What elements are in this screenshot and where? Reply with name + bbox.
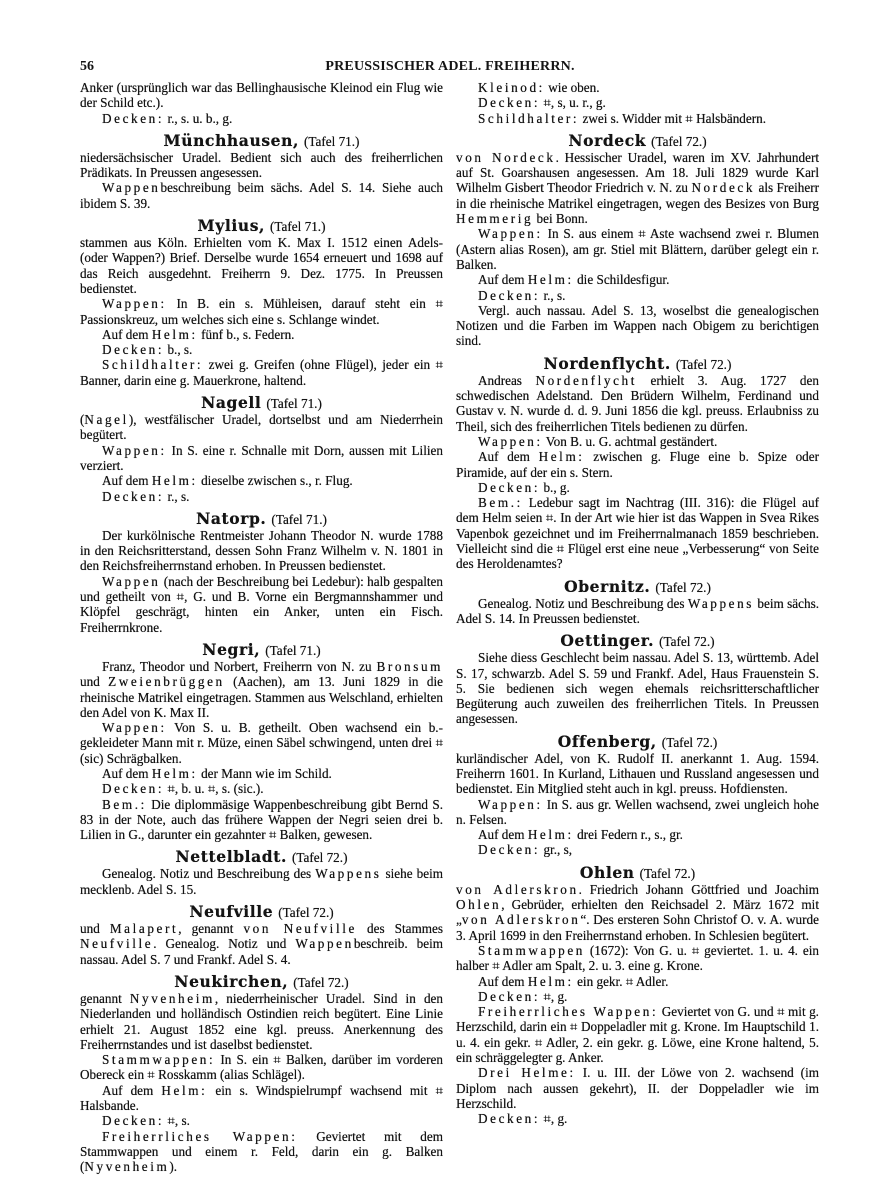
entry-heading [456,132,819,150]
entry-heading [456,864,819,882]
text-run: bei Bonn. [533,211,588,227]
spaced-keyword: Decken: [478,287,541,303]
text-run: die Schildesfigur. [573,272,670,288]
entry-paragraph [456,373,819,434]
text-run: Geviertet von G. und ⌗ mit g. Herzschild, darin ein ⌗ Doppeladler mit g. Krone. Im Hauptschild 1. u. 4. ein gekr. ⌗ Adler, 2. ein gekr. g. Löwe, eine Krone haltend, 5. ein schräggelegter g. Anker. [456,1004,819,1066]
plate-reference: (Tafel 71.) [266,396,322,412]
entry-paragraph [80,1113,443,1128]
text-run: , niederrheinischer Uradel. Sind in den Niederlanden und holländisch Ostindien reich begütert. Eine Linie erhielt 21. August 1852 eine kgl. preuss. Anerkennung des Freiherrnstandes und ist daselbst bedienstet. [80,990,443,1052]
text-run: stammen aus Köln. Erhielten vom K. Max I. 1512 einen Adels- (oder Wappen?) Brief. Derselbe wurde 1654 erneuert und 1698 auf das Reich ausgedehnt. Freiherrn 9. Dez. 1775. In Preussen bedienstet. [80,235,443,296]
spaced-keyword: Decken: [478,1111,541,1127]
entry-paragraph [80,412,443,443]
plate-reference: (Tafel 71.) [265,642,321,658]
text-run: I. u. III. der Löwe von 2. wachsend (im Diplom nach aussen gekehrt), II. der Doppeladler wie im Herzschild. [456,1065,819,1111]
text-run: ⌗, b. u. ⌗, s. (sic.). [164,781,264,797]
text-run: In S. aus einem ⌗ Aste wachsend zwei r. Blumen (Astern alias Rosen), am gr. Stiel mit Blättern, darüber gelegt ein r. Balken. [456,226,819,272]
entry-paragraph [80,80,443,111]
text-run: der Mann wie im Schild. [197,765,332,781]
entry-paragraph [456,751,819,797]
spaced-keyword: Helm: [151,473,198,489]
plate-reference: (Tafel 72.) [292,850,348,866]
spaced-keyword: von Adlerskron [461,912,581,928]
spaced-keyword: von Neufville [243,921,357,937]
spaced-keyword: Wappen: [102,720,167,736]
spaced-keyword: Stammwappen [478,942,585,958]
entry-paragraph [80,489,443,504]
entry-paragraph [456,1065,819,1111]
spaced-keyword: Helm: [527,973,574,989]
spaced-keyword: Decken: [102,110,165,126]
entry-paragraph [80,921,443,967]
entry-paragraph [80,781,443,796]
text-run: erhielt 3. Aug. 1727 den schwedischen Adelstand. Den Brüdern Wilhelm, Ferdinand und Gustav v. N. wurde d. d. 9. Juni 1856 die kgl. preuss. Erlaubniss zu Theil, sich des freiherrlichen Titels bedienen zu dürfen. [456,372,819,434]
text-run: Auf dem [102,765,152,781]
spaced-keyword: Helm: [151,326,198,342]
spaced-keyword: Helm: [538,449,585,465]
spaced-keyword: Freiherrliches Wappen: [102,1128,298,1144]
spaced-keyword: Malapert [109,921,179,937]
entry-paragraph [456,80,819,95]
entry-heading [80,641,443,659]
entry-paragraph [456,480,819,495]
text-run: kurländischer Adel, von K. Rudolf II. anerkannt 1. Aug. 1594. Freiherrn 1601. In Kurland, Lithauen und Russland angesessen und bedienstet. Ein Mitglied steht auch in kgl. preuss. Hofdiensten. [456,750,819,797]
page-number: 56 [80,59,94,74]
text-run: dieselbe zwischen s., r. Flug. [197,473,353,489]
text-run: Auf dem [102,473,152,489]
family-name: Negri, [202,639,261,659]
plate-reference: (Tafel 72.) [675,356,732,372]
text-run: Auf dem [102,1082,162,1098]
entry-paragraph [456,1111,819,1126]
spaced-keyword: Wappen: [102,442,167,458]
text-run: ⌗, s, u. r., g. [540,95,606,111]
text-run: . Friedrich Johann Göttfried und Joachim [578,881,819,897]
spaced-keyword: Decken: [102,1113,165,1129]
entry-paragraph [80,235,443,296]
text-run: Die diplommäsige Wappenbeschreibung gibt Bernd S. 83 in der Note, auch das frühere Wappen der Negri seien drei b. Lilien in G., darunter ein gezahnter ⌗ Balken, gewesen. [80,796,443,843]
entry-paragraph [80,150,443,181]
text-run: ⌗, g. [540,1111,568,1127]
text-run: zwei s. Widder mit ⌗ Halsbändern. [579,110,767,126]
entry-paragraph [80,1052,443,1083]
entry-heading [80,394,443,412]
family-name: Nagell [201,393,262,413]
entry-paragraph [456,272,819,287]
entry-paragraph [80,327,443,342]
spaced-keyword: Nagel [84,412,129,428]
spaced-keyword: Wappen: [102,296,167,312]
text-run: drei Federn r., s., gr. [573,827,683,843]
entry-paragraph [456,842,819,857]
entry-paragraph [80,574,443,635]
plate-reference: (Tafel 72.) [278,905,334,921]
entry-heading [80,217,443,235]
text-run: Ledebur sagt im Nachtrag (III. 316): die Flügel auf dem Helm seien ⌗. In der Art wie hier ist das Wappen in Svea Rikes Vapenbok gezeichnet und im Freiherrnalmanach 1859 beschrieben. Vielleicht sind die ⌗ Flügel erst eine neue „Verbesserung“ von Seite des Heroldenamtes? [456,495,819,572]
family-name: Nordeck [568,130,647,150]
entry-paragraph [80,111,443,126]
entry-heading [80,973,443,991]
family-name: Offenberg, [557,731,657,751]
text-run: (nach der Beschreibung bei Ledebur): halb gespalten und getheilt von ⌗, G. und B. Vorne ein Bergmannshammer und Klöpfel geschrägt, hinten ein Anker, unten ein Fisch. Freiherrnkrone. [80,573,443,635]
page-header [80,59,820,77]
entry-heading [456,632,819,650]
text-run: Siehe diess Geschlecht beim nassau. Adel S. 13, württemb. Adel S. 17, schwarzb. Adel S. 59 und Frankf. Adel, Haus Frauenstein S. 5. Sie bedienen sich wegen ehemals reichsritterschaftlicher Begüterung auch zuweilen des freiherrlichen Titels. In Preussen angesessen. [456,650,819,727]
text-run: b., s. [164,342,193,358]
entry-paragraph [80,720,443,766]
entry-paragraph [80,473,443,488]
entry-paragraph [456,111,819,126]
text-run: und [80,674,109,690]
spaced-keyword: Hemmerig [456,211,534,227]
text-run: (1672): Von G. u. ⌗ geviertet. 1. u. 4. ein halber ⌗ Adler am Spalt, 2. u. 3. eine g. Krone. [456,942,819,974]
text-run: als Freiherr in die rheinische Matrikel eingetragen, wegen des Besizes von Burg [456,180,820,211]
running-title: PREUSSISCHER ADEL. FREIHERRN. [325,59,575,74]
text-run: und [80,921,110,937]
spaced-keyword: Wappen [102,180,161,196]
text-run: ⌗, g. [540,988,568,1004]
entry-paragraph [456,226,819,272]
text-run: Auf dem [478,449,539,465]
spaced-keyword: Wappens [687,595,755,611]
text-run: fünf b., s. Federn. [197,326,295,342]
spaced-keyword: Decken: [478,95,541,111]
family-name: Natorp. [196,508,267,528]
family-name: Ohlen [579,862,635,882]
text-run: ein s. Windspielrumpf wachsend mit ⌗ Halsbande. [80,1082,444,1114]
entry-heading [80,132,443,150]
entry-paragraph [456,303,819,349]
plate-reference: (Tafel 71.) [303,133,360,149]
spaced-keyword: Helm: [527,827,574,843]
text-run: Auf dem [478,973,528,989]
spaced-keyword: Wappen: [478,433,543,449]
text-run: Auf dem [478,272,528,288]
spaced-keyword: Wappen [295,936,354,952]
spaced-keyword: Wappens [315,866,382,882]
text-run: beschreib. beim nassau. Adel S. 7 und Frankf. Adel S. 4. [80,936,444,967]
text-run: , Gebrüder, erhielten den Reichsadel 2. März 1672 mit „ [456,897,819,928]
plate-reference: (Tafel 72.) [659,634,715,650]
spaced-keyword: Zweienbrüggen [108,674,225,690]
entry-paragraph [456,943,819,974]
entry-paragraph [456,596,819,627]
text-run: . Genealog. Notiz und [153,936,296,952]
spaced-keyword: Nyvenheim [84,1159,170,1175]
text-run: . Hessischer Uradel, waren im XV. Jahrhundert auf St. Goarshausen angesessen. Am 18. Juli 1829 wurde Karl Wilhelm Gisbert Theodor Friedrich v. N. zu [456,149,819,196]
spaced-keyword: Nyvenheim [129,990,215,1006]
text-run: ⌗, s. [164,1113,190,1129]
text-run: Von S. u. B. getheilt. Oben wachsend ein b.-gekleideter Mann mit r. Müze, einen Säbel schwingend, unten drei ⌗ (sic) Schrägbalken. [80,720,443,766]
entry-paragraph [80,866,443,897]
text-run: ( [80,412,85,428]
entry-paragraph [456,1004,819,1065]
entry-paragraph [80,296,443,327]
text-run: Der kurkölnische Rentmeister Johann Theodor N. wurde 1788 in den Reichsritterstand, dessen Sohn Franz Wilhelm v. N. 1801 in den Reichsfreiherrnstand erhoben. In Preussen bedienstet. [80,527,443,574]
text-run: genannt [80,990,130,1006]
entry-paragraph [456,95,819,110]
entry-heading [456,733,819,751]
spaced-keyword: von Adlerskron [456,881,579,897]
text-run: beschreibung beim sächs. Adel S. 14. Siehe auch ibidem S. 39. [80,180,443,211]
text-run: In S. aus gr. Wellen wachsend, zwei ungleich hohe n. Felsen. [456,796,819,827]
text-run: , genannt [178,921,244,937]
entry-paragraph [80,991,443,1052]
spaced-keyword: Kleinod: [478,80,545,95]
spaced-keyword: Decken: [478,842,541,858]
spaced-keyword: Wappen: [478,226,543,242]
spaced-keyword: Helm: [161,1082,208,1098]
text-run: niedersächsischer Uradel. Bedient sich auch des freiherrlichen Prädikats. In Preussen angesessen. [80,149,443,181]
spaced-keyword: Wappen: [478,796,543,812]
family-name: Obernitz. [564,576,651,596]
text-run: gr., s, [540,842,573,858]
entry-paragraph [80,357,443,388]
family-name: Nordenflycht. [543,353,671,373]
spaced-keyword: Bronsum [376,658,443,674]
plate-reference: (Tafel 72.) [661,734,718,750]
entry-paragraph [80,1083,443,1114]
entry-paragraph [456,434,819,449]
spaced-keyword: Stammwappen: [102,1052,216,1068]
text-run: Genealog. Notiz und Beschreibung des [102,866,316,882]
spaced-keyword: Nordeck [691,180,756,196]
text-run: Franz, Theodor und Norbert, Freiherrn von N. zu [102,658,377,674]
entry-paragraph [456,288,819,303]
text-run: Geviertet mit dem Stammwappen und einem r. Feld, darin ein g. Balken ( [80,1128,443,1175]
entry-heading [80,903,443,921]
plate-reference: (Tafel 72.) [293,974,349,990]
text-run: siehe beim mecklenb. Adel S. 15. [80,866,444,897]
entry-heading [456,578,819,596]
spaced-keyword: Decken: [478,479,541,495]
text-run: Auf dem [478,827,528,843]
entry-paragraph [80,1129,443,1175]
spaced-keyword: Ohlen [456,897,502,913]
text-run: wie oben. [544,80,600,95]
text-run: Andreas [478,372,536,388]
entry-heading [80,848,443,866]
spaced-keyword: Freiherrliches Wappen: [478,1004,659,1020]
entry-paragraph [80,443,443,474]
entry-paragraph [456,827,819,842]
text-run: des Stammes [356,921,444,937]
text-run: r., s. [540,287,566,303]
text-run: (Aachen), am 13. Juni 1829 in die rheinische Matrikel eingetragen. Stammen aus Welschland, erhielten den Adel von K. Max II. [80,674,443,720]
plate-reference: (Tafel 71.) [270,219,326,235]
entry-paragraph [80,180,443,211]
entry-heading [456,355,819,373]
family-name: Oettinger. [560,631,655,651]
text-run: “. Des ersteren Sohn Christof O. v. A. wurde 3. April 1699 in den Freiherrnstand erhoben. In Schlesien begütert. [456,912,819,943]
text-run: ). [169,1159,178,1175]
plate-reference: (Tafel 72.) [639,865,696,881]
spaced-keyword: Helm: [151,765,198,781]
text-run: beim sächs. Adel S. 14. In Preussen bedienstet. [456,595,820,626]
spaced-keyword: Bem.: [102,796,147,812]
text-run: b., g. [540,479,570,495]
entry-paragraph [456,797,819,828]
spaced-keyword: Nordenflycht [535,372,637,388]
spaced-keyword: Wappen [102,573,161,589]
spaced-keyword: Schildhalter: [478,110,580,126]
right-column [456,80,819,1127]
text-run: In S. eine r. Schnalle mit Dorn, aussen mit Lilien verziert. [80,442,443,473]
spaced-keyword: Decken: [102,781,165,797]
spaced-keyword: Drei Helme: [478,1065,576,1081]
spaced-keyword: Helm: [527,272,574,288]
text-run: Vergl. auch nassau. Adel S. 13, woselbst die genealogischen Notizen und die Farben im Wappen nach Obigem zu berichtigen sind. [456,302,819,349]
family-name: Münchhausen, [163,130,299,150]
entry-paragraph [456,495,819,571]
plate-reference: (Tafel 72.) [651,133,707,149]
text-run: Auf dem [102,326,152,342]
text-run: In S. ein ⌗ Balken, darüber im vorderen Obereck ein ⌗ Rosskamm (alias Schlägel). [80,1052,443,1083]
text-run: Genealog. Notiz und Beschreibung des [478,595,688,611]
entry-heading [80,510,443,528]
family-name: Nettelbladt. [175,847,287,867]
spaced-keyword: Decken: [102,342,165,358]
family-name: Neukirchen, [174,971,289,991]
text-run: ), westfälischer Uradel, dortselbst und am Niederrhein begütert. [80,412,443,443]
left-column [80,80,443,1175]
spaced-keyword: Decken: [478,988,541,1004]
entry-paragraph [456,150,819,226]
family-name: Neufville [189,902,274,922]
text-run: In B. ein s. Mühleisen, darauf steht ein ⌗ Passionskreuz, um welches sich eine s. Schlange windet. [80,296,443,327]
plate-reference: (Tafel 71.) [271,511,327,527]
spaced-keyword: Neufville [80,936,154,952]
entry-paragraph [456,974,819,989]
entry-paragraph [456,650,819,726]
entry-paragraph [80,797,443,843]
text-run: r., s. u. b., g. [164,110,233,126]
entry-paragraph [80,659,443,720]
text-run: ein gekr. ⌗ Adler. [573,973,669,989]
entry-paragraph [80,528,443,574]
text-run: Von B. u. G. achtmal geständert. [542,433,718,449]
spaced-keyword: Bem.: [478,495,523,511]
entry-paragraph [456,989,819,1004]
entry-paragraph [456,449,819,480]
family-name: Mylius, [197,216,266,236]
entry-paragraph [80,766,443,781]
plate-reference: (Tafel 72.) [655,579,711,595]
spaced-keyword: Decken: [102,488,165,504]
text-run: Anker (ursprünglich war das Bellinghausische Kleinod ein Flug wie der Schild etc.). [80,80,443,111]
text-run: zwischen g. Fluge eine b. Spize oder Piramide, auf der ein s. Stern. [456,449,819,480]
entry-paragraph [80,342,443,357]
text-run: zwei g. Greifen (ohne Flügel), jeder ein ⌗ Banner, darin eine g. Mauerkrone, haltend. [80,357,443,388]
entry-paragraph [456,882,819,943]
text-run: r., s. [164,488,190,504]
spaced-keyword: von Nordeck [456,149,556,165]
spaced-keyword: Schildhalter: [102,357,204,373]
